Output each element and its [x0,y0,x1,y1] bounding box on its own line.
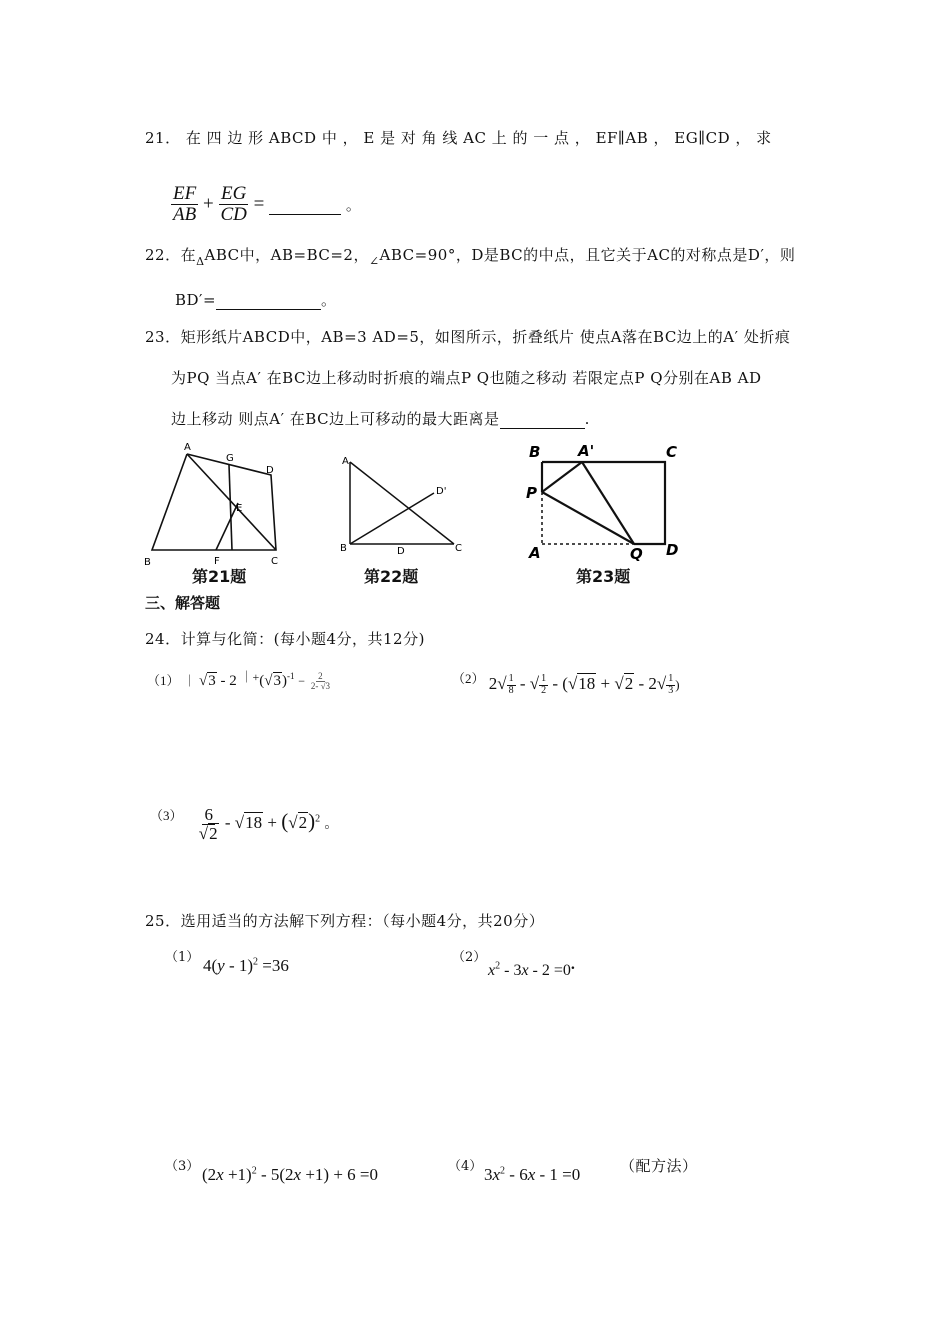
q24-p1-frac-num: 2 [318,670,323,681]
q22-bd-label: BD′= [175,291,217,309]
q22-line1 [145,244,795,268]
q25-p3-exp: 2 [251,1165,257,1177]
figure-22 [330,450,475,560]
q25-p2-x1: x [488,962,496,979]
q24-p2-sqrt4: √2 [614,674,634,693]
q21-frac1 [171,184,198,225]
q24-p2-frac2-num: 1 [541,673,547,685]
q25-p4-f: - 1 =0 [535,1165,581,1184]
q24-p1-exp: -1 [287,671,295,681]
q24-p1-sqrt: √3 [199,673,216,689]
q24-p2-minus1: - [515,674,530,693]
q25-part4 [484,1165,580,1185]
f22-label-d1: D' [436,486,447,497]
q24-p3-exp: 2 [315,813,321,825]
q23-answer-blank [500,413,585,429]
q25-p3-x1: x [216,1165,224,1184]
q23-line2: 为PQ 当点A′ 在BC边上移动时折痕的端点P Q也随之移动 若限定点P Q分别在AB AD [171,369,762,387]
q25-p1-c: - 1) [224,956,254,975]
q25-p4-label: （4） [448,1159,483,1174]
q25-p1-exp: 2 [253,956,259,968]
q24-p3-paren-open: ( [281,809,289,833]
f21-line-gf [229,465,232,550]
q25-p1-label: （1） [165,950,200,965]
q24-p1-paren-open: ( [259,673,265,689]
section-3-heading: 三、解答题 [145,594,221,612]
q21-frac1-den: AB [173,203,197,225]
f22-side-ac [350,462,454,544]
q25-p3-g: +1) + 6 =0 [301,1165,379,1184]
q25-p4-method-note: （配方法） [620,1157,698,1175]
q24-p2-rad4: 2 [624,674,634,693]
q25-p2-c: - 3 [500,962,522,979]
q24-p2-label: （2） [452,671,485,686]
q22-line2 [175,289,337,310]
q23-end: . [584,410,590,428]
q24-p3-frac-den-rad: 2 [209,823,218,843]
q24-p3-rad2: 2 [298,813,308,832]
f21-caption: 第21题 [192,567,247,586]
q25-p2-x2: x [521,962,529,979]
q25-p1-var: y [217,956,225,975]
q24-p2-rad3: 18 [578,674,596,693]
q22-answer-blank [216,294,321,310]
q24-p1-paren-close: ) [282,673,288,689]
q21-answer-blank [269,194,341,215]
q24-p2-close: ) [675,677,680,692]
q24-p3-minus: - [224,813,235,832]
f21-label-a: A [184,442,191,453]
q24-p1-abs-open: ｜ [183,674,196,688]
q21-equals: = [253,193,265,215]
q24-p3-paren-close: ) [308,809,316,833]
q22-text-c: ABC=90°，D是BC的中点，且它关于AC的对称点是D′，则 [379,246,796,264]
q24-p3-sqrt2: √2 [288,813,308,832]
q24-p2-coef: 2 [488,674,498,693]
q24-p1-abs-close: ｜+ [240,670,260,684]
q24-p1-frac-den-a: 2- [310,681,321,692]
q24-p3-frac-den: √2 [198,823,218,843]
f22-label-d: D [397,546,405,557]
q21-formula [171,184,361,225]
q24-p2-minus3: - 2 [634,674,657,693]
q21-frac2-num: EG [220,183,247,204]
f21-label-d: D [266,465,274,476]
q24-title: 24．计算与化简：(每小题4分，共12分) [145,630,425,648]
q25-p4-d: - 6 [505,1165,528,1184]
q25-p2-label: （2） [452,950,487,965]
q24-p2-frac2 [539,674,548,696]
q24-p2-frac1-den: 8 [508,684,514,696]
q24-p3-frac-num: 6 [204,804,213,824]
q24-p3-frac [197,806,221,843]
triangle-symbol: Δ [196,255,205,268]
q24-p2-plus: + [596,674,615,693]
q25-p4-a: 3 [484,1165,493,1184]
q25-title: 25．选用适当的方法解下列方程：（每小题4分，共20分） [145,912,545,930]
q22-end: 。 [321,291,337,309]
q24-p3-rad: 18 [245,813,263,832]
q25-p4-x1: x [492,1165,501,1184]
q25-p3-e: - 5(2 [256,1165,294,1184]
q24-p2-frac1 [507,674,516,696]
q25-p2-exp: 2 [495,960,501,972]
f23-caption: 第23题 [576,567,631,586]
q21-line1: 21． 在 四 边 形 ABCD 中 ， E 是 对 角 线 AC 上 的 一 点 ， EF∥AB ， EG∥CD ， 求 [145,129,772,147]
q22-text-b: ABC中，AB=BC=2， [204,246,369,264]
q24-p2-frac3-num: 1 [668,673,674,685]
q24-p1-minus2: - 2 [216,673,237,689]
q25-p1-e: =36 [258,956,289,975]
f23-fold-pq [542,492,634,544]
f23-label-q: Q [630,545,643,563]
f21-label-f: F [214,556,220,567]
q25-p4-x2: x [527,1165,536,1184]
q25-p3-label: （3） [165,1159,200,1174]
q25-part2 [488,956,575,980]
q21-plus: + [202,193,214,215]
q24-p3-label: （3） [150,808,183,823]
q24-p2-frac3-den: 3 [668,684,674,696]
q24-p2-sqrt1: √ $\frac{1}{8}$ [497,673,514,696]
f23-label-p: P [526,484,537,502]
q24-p1-minus: − [298,674,306,688]
q25-p3-c: +1) [223,1165,252,1184]
q25-part3 [202,1165,378,1185]
q24-p2-frac1-num: 1 [508,673,514,685]
f23-line-pa1 [542,462,582,492]
f21-quadrilateral [152,454,276,550]
q24-p2-sqrt5: √ $\frac{1}{3}$ [656,673,674,696]
q23-line3 [171,408,590,429]
f22-caption: 第22题 [364,567,419,586]
q24-p2-minus2: - ( [548,674,568,693]
q22-text-a: 22．在 [145,246,197,264]
f23-label-c: C [666,443,678,461]
q24-p1-sqrt2: √3 [264,673,282,689]
q25-p2-dot: . [570,956,575,973]
f22-label-b: B [340,543,347,554]
q23-line3-text: 边上移动 则点A′ 在BC边上可移动的最大距离是 [171,410,500,428]
q25-p1-a: 4( [203,956,218,975]
f21-label-g: G [226,453,234,464]
f22-label-a: A [342,456,349,467]
q24-p3-plus: + [263,813,282,832]
q24-p2-sqrt3: √18 [567,674,596,693]
q25-p3-a: (2 [202,1165,217,1184]
f23-line-a1q [582,462,634,544]
angle-symbol: ∠ [368,254,380,268]
q24-p2-sqrt2: √ $\frac{1}{2}$ [529,673,547,696]
q25-part1 [203,956,289,976]
q21-frac2-den: CD [220,203,247,225]
f21-label-b: B [144,557,151,568]
q24-p1-rad: 3 [208,673,216,689]
q23-line1: 23．矩形纸片ABCD中，AB=3 AD=5，如图所示，折叠纸片 使点A落在BC边上的A′ 处折痕 [145,328,791,346]
q25-p2-e: - 2 =0 [528,962,571,979]
q24-part3 [150,805,338,842]
q24-part1 [147,668,332,692]
q24-part2 [452,668,680,696]
q21-end: 。 [345,197,361,214]
q24-p1-rad2: 3 [273,673,282,689]
f23-label-b: B [529,443,541,461]
q24-p1-frac-den: 2- √3 [310,681,331,692]
q24-p1-label: （1） [147,673,180,688]
figure-21 [140,438,290,568]
figure-23 [520,440,695,565]
f23-label-a: A [529,544,541,562]
q24-p2-frac2-den: 2 [541,684,547,696]
f21-label-c: C [271,556,278,567]
q21-frac2 [218,184,248,225]
q25-p4-exp: 2 [500,1165,506,1177]
f22-label-c: C [455,543,462,554]
f21-label-e: E [236,503,243,514]
f23-label-a1: A' [578,442,595,460]
q24-p2-frac3 [666,674,675,696]
q24-p3-end: 。 [324,817,339,832]
q21-frac1-num: EF [173,183,197,204]
f21-line-ef [216,503,238,550]
q24-p1-frac-den-b: 3 [325,681,331,692]
q25-p3-x2: x [293,1165,302,1184]
q24-p1-frac [309,672,332,692]
q24-p3-sqrt: √18 [234,813,263,832]
f23-label-d: D [666,541,679,559]
